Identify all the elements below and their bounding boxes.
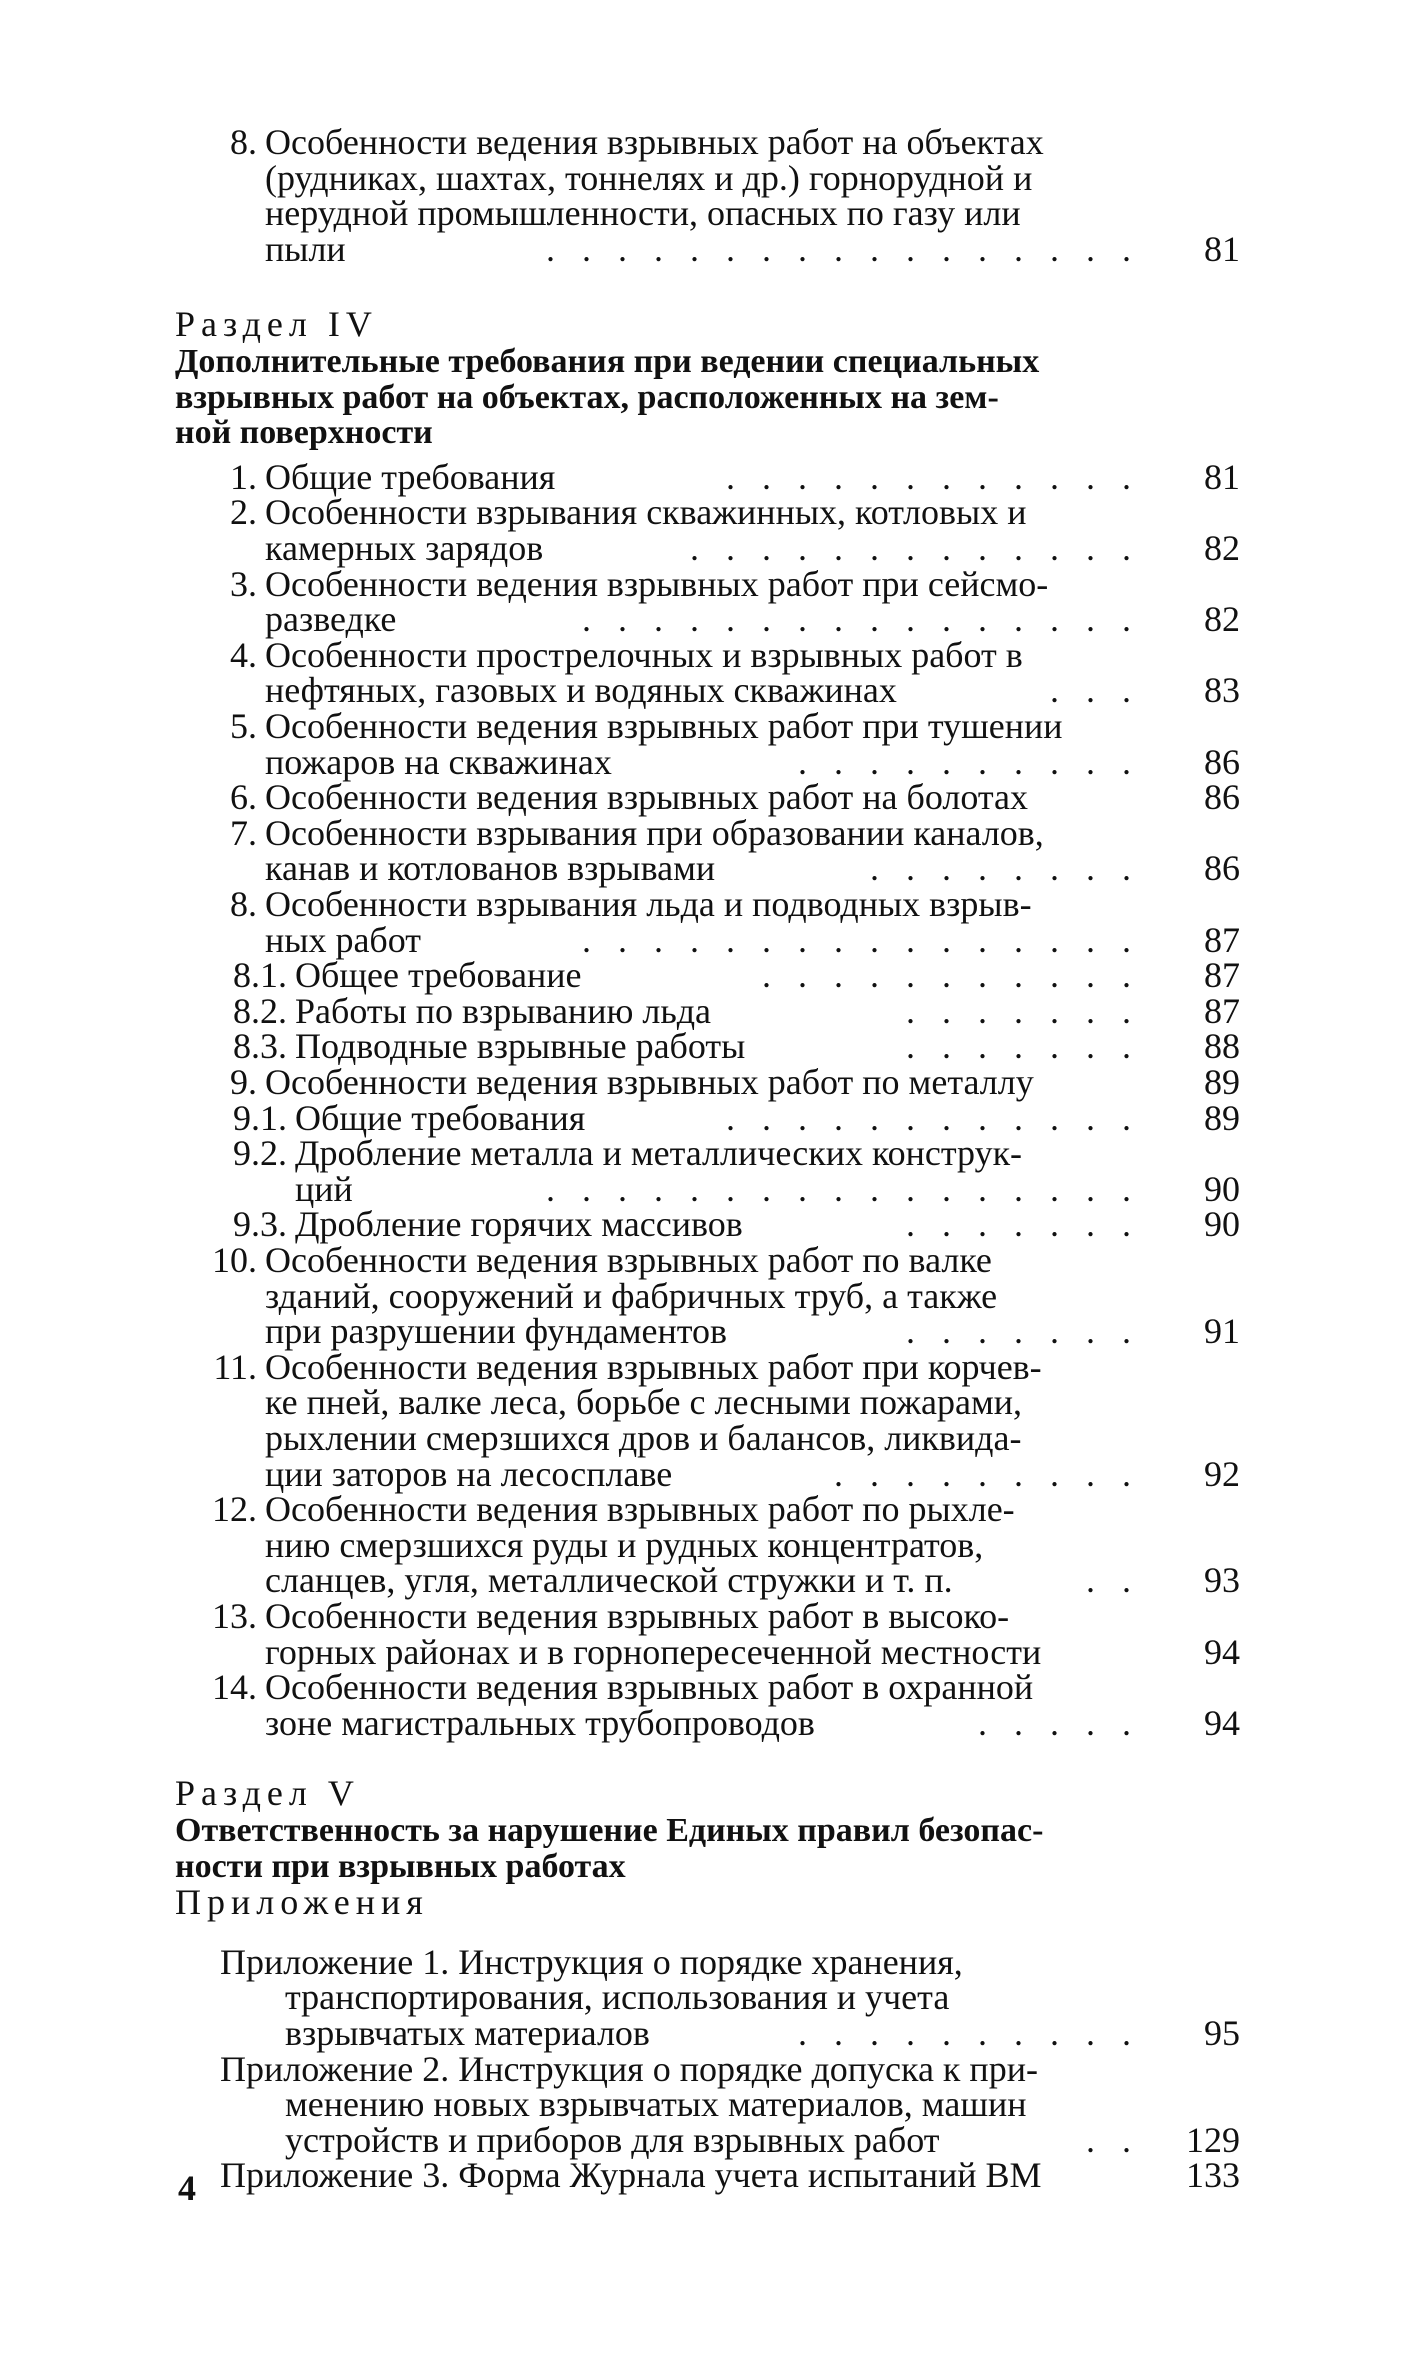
dot-leader: . . . . . . . . . . [798,741,1140,782]
page-ref: 94 [1204,1631,1240,1672]
page-ref: 133 [1186,2155,1240,2196]
dot-leader: . . . . . . . . . . . . . [690,528,1140,568]
item-number: 11. [213,1346,257,1387]
page-ref: 88 [1204,1026,1240,1067]
appendix-text: транспортирования, использования и учета [285,1977,950,2018]
item-text: Подводные взрывные работы [295,1026,746,1067]
item-number: 8.3. [233,1026,287,1067]
page-ref: 86 [1204,777,1240,818]
page-number: 4 [178,2168,196,2208]
dot-leader: . . . . . . . . . . . . . . . . [582,599,1140,640]
item-text: ций [295,1168,353,1209]
appendix-line [175,2084,1240,2124]
item-text: Особенности прострелочных и взрывных работ в [265,634,1023,675]
dot-leader: . . . . . . . [906,1026,1140,1067]
item-text: Особенности ведения взрывных работ в высоко- [265,1596,1010,1636]
toc-entry-line [175,1525,1240,1565]
toc-entry-line [175,1347,1240,1387]
toc-entry-line [175,848,1240,888]
toc-entry-line [175,920,1240,960]
dot-leader: . . . . . . . [906,990,1140,1031]
item-text: Особенности взрывания скважинных, котловых и [265,492,1027,533]
page-ref: 129 [1186,2119,1240,2160]
toc-entry-line [175,492,1240,532]
item-text: разведке [265,599,397,640]
item-number: 6. [230,777,257,818]
toc-entry-line [175,1632,1240,1672]
toc-entry-line [175,1454,1240,1494]
page-ref: 92 [1204,1453,1240,1494]
toc-entry-line [175,670,1240,710]
page-ref: 89 [1204,1097,1240,1138]
item-text: камерных зарядов [265,528,544,568]
dot-leader: . . [1086,2119,1140,2160]
toc-entry-line [175,193,1240,233]
page-ref: 86 [1204,741,1240,782]
toc-entry-line [175,599,1240,639]
toc-entry-line [175,122,1240,162]
item-text: Особенности ведения взрывных работ на объектах [265,122,1044,162]
section-title: взрывных работ на объектах, расположенных на зем- [175,378,999,416]
item-text: Особенности ведения взрывных работ при сейсмо- [265,563,1049,604]
dot-leader: . . . [1050,670,1140,711]
dot-leader: . . . . . . . . . . . . . . . . [582,919,1140,960]
item-text: горных районах и в горнопересеченной местности [265,1631,1042,1672]
item-text: зданий, сооружений и фабричных труб, а также [265,1275,998,1316]
item-text: Особенности взрывания льда и подводных взрыв- [265,884,1032,924]
item-number: 8. [230,884,257,924]
appendix-line [175,2049,1240,2089]
toc-entry-line [175,1418,1240,1458]
section-heading: Раздел IV [175,304,378,345]
item-number: 5. [230,706,257,746]
item-text: Дробление металла и металлических конструк- [295,1133,1023,1174]
toc-entry-line [175,1560,1240,1600]
item-text: пыли [265,228,346,269]
toc-entry-line [175,706,1240,746]
item-number: 8.1. [233,955,287,996]
item-text: Общее требование [295,955,582,996]
appendix-line [175,2155,1240,2195]
dot-leader: . . . . . . . . . . . [762,955,1140,996]
item-number: 9.1. [233,1097,287,1138]
item-text: Работы по взрыванию льда [295,990,712,1031]
toc-entry-line [175,1276,1240,1316]
item-number: 4. [230,634,257,675]
section-title-line [175,1811,1240,1851]
section-label [175,1773,1240,1813]
item-number: 12. [212,1489,257,1530]
section-title-line [175,342,1240,382]
item-text: Особенности ведения взрывных работ по металлу [265,1062,1034,1102]
item-text: Особенности ведения взрывных работ при тушении [265,706,1063,746]
page-ref: 81 [1204,228,1240,269]
item-text: сланцев, угля, металлической стружки и т. п. [265,1560,953,1601]
item-text: Особенности ведения взрывных работ по рыхле- [265,1489,1015,1530]
page-ref: 87 [1204,955,1240,996]
toc-subentry-line [175,1133,1240,1173]
toc-entry-line [175,1489,1240,1529]
dot-leader: . . [1086,1560,1140,1601]
dot-leader: . . . . . . . . . . [798,2013,1140,2053]
page-ref: 87 [1204,990,1240,1031]
page-ref: 90 [1204,1168,1240,1209]
toc-entry-line [175,742,1240,782]
appendix-text: Приложение 3. Форма Журнала учета испытаний ВМ [220,2155,1042,2196]
dot-leader: . . . . . . . . . . . . . . . . . [546,228,1140,269]
toc-entry-line [175,1311,1240,1351]
page-ref: 90 [1204,1204,1240,1245]
toc-entry-line [175,884,1240,924]
appendix-text: взрывчатых материалов [285,2013,650,2053]
item-number: 9. [230,1062,257,1102]
page-ref: 81 [1204,456,1240,497]
item-text: Особенности взрывания при образовании каналов, [265,812,1044,853]
item-number: 8. [230,122,257,162]
item-text: нефтяных, газовых и водяных скважинах [265,670,897,711]
page-ref: 82 [1204,599,1240,640]
section-title: Дополнительные требования при ведении специальных [175,343,1040,380]
item-number: 10. [212,1240,257,1280]
page-ref: 83 [1204,670,1240,711]
page-ref: 86 [1204,848,1240,889]
toc-entry-line [175,457,1240,497]
item-text: Общие требования [295,1097,586,1138]
dot-leader: . . . . . . . [906,1311,1140,1352]
item-number: 1. [230,456,257,497]
appendix-text: Приложение 2. Инструкция о порядке допуска к при- [220,2048,1038,2089]
item-text: Особенности ведения взрывных работ при корчев- [265,1346,1042,1387]
dot-leader: . . . . . . . . . . . . [726,456,1140,497]
toc-entry-line [175,158,1240,198]
appendix-line [175,1977,1240,2017]
section-title-line [175,378,1240,418]
item-text: ции заторов на лесосплаве [265,1453,673,1494]
toc-entry-line [175,1382,1240,1422]
page-ref: 94 [1204,1702,1240,1743]
dot-leader: . . . . . [978,1702,1140,1743]
appendix-text: Приложение 1. Инструкция о порядке хранения, [220,1941,963,1982]
section-title-line [175,1847,1240,1887]
item-number: 8.2. [233,990,287,1031]
dot-leader: . . . . . . . . . . . . [726,1097,1140,1138]
item-number: 9.3. [233,1204,287,1245]
toc-entry-line [175,528,1240,568]
item-text: канав и котлованов взрывами [265,848,716,889]
section-title: ной поверхности [175,414,433,452]
page-ref: 89 [1204,1062,1240,1102]
page-ref: 95 [1204,2013,1240,2053]
section-title: ности при взрывных работах [175,1847,626,1885]
appendix-text: устройств и приборов для взрывных работ [285,2119,940,2160]
toc-subentry-line [175,955,1240,995]
section-title: Ответственность за нарушение Единых правил безопас- [175,1812,1044,1849]
toc-entry-line [175,777,1240,817]
toc-entry-line [175,1703,1240,1743]
item-number: 7. [230,812,257,853]
appendix-line [175,2120,1240,2160]
toc-subentry-line [175,1098,1240,1138]
item-text: (рудниках, шахтах, тоннелях и др.) горнорудной и [265,157,1033,198]
appendix-line [175,2013,1240,2053]
item-number: 3. [230,563,257,604]
item-text: зоне магистральных трубопроводов [265,1702,815,1743]
appendices-heading: Приложения [175,1882,429,1923]
item-number: 14. [212,1667,257,1708]
appendix-text: менению новых взрывчатых материалов, машин [285,2084,1027,2125]
toc-entry-line [175,1667,1240,1707]
dot-leader: . . . . . . . . [870,848,1140,889]
section-title-line [175,413,1240,453]
toc-subentry-line [175,1169,1240,1209]
dot-leader: . . . . . . . . . [834,1453,1140,1494]
toc-entry-line [175,635,1240,675]
item-text: Особенности ведения взрывных работ по валке [265,1240,992,1280]
toc-subentry-line [175,991,1240,1031]
dot-leader: . . . . . . . [906,1204,1140,1245]
toc-entry-line [175,564,1240,604]
item-number: 2. [230,492,257,533]
item-text: ке пней, валке леса, борьбе с лесными пожарами, [265,1382,1023,1423]
item-text: рыхлении смерзшихся дров и балансов, ликвида- [265,1418,1022,1458]
item-number: 9.2. [233,1133,287,1174]
item-text: пожаров на скважинах [265,741,612,782]
page-ref: 91 [1204,1311,1240,1352]
item-text: ных работ [265,919,422,960]
toc-entry-line [175,1240,1240,1280]
section-label [175,1882,1240,1922]
toc-entry-line [175,1062,1240,1102]
item-text: Дробление горячих массивов [295,1204,743,1245]
page-ref: 93 [1204,1560,1240,1601]
toc-entry-line [175,229,1240,269]
section-label [175,304,1240,344]
page-ref: 87 [1204,919,1240,960]
item-text: Особенности ведения взрывных работ в охранной [265,1667,1034,1708]
item-number: 13. [212,1596,257,1636]
toc-subentry-line [175,1204,1240,1244]
page-ref: 82 [1204,528,1240,568]
item-text: при разрушении фундаментов [265,1311,728,1352]
item-text: нерудной промышленности, опасных по газу или [265,193,1021,234]
appendix-line [175,1942,1240,1982]
toc-entry-line [175,813,1240,853]
item-text: нию смерзшихся руды и рудных концентратов, [265,1524,984,1565]
toc-subentry-line [175,1026,1240,1066]
item-text: Общие требования [265,456,556,497]
dot-leader: . . . . . . . . . . . . . . . . . [546,1168,1140,1209]
toc-entry-line [175,1596,1240,1636]
section-heading: Раздел V [175,1773,360,1814]
item-text: Особенности ведения взрывных работ на болотах [265,777,1029,818]
